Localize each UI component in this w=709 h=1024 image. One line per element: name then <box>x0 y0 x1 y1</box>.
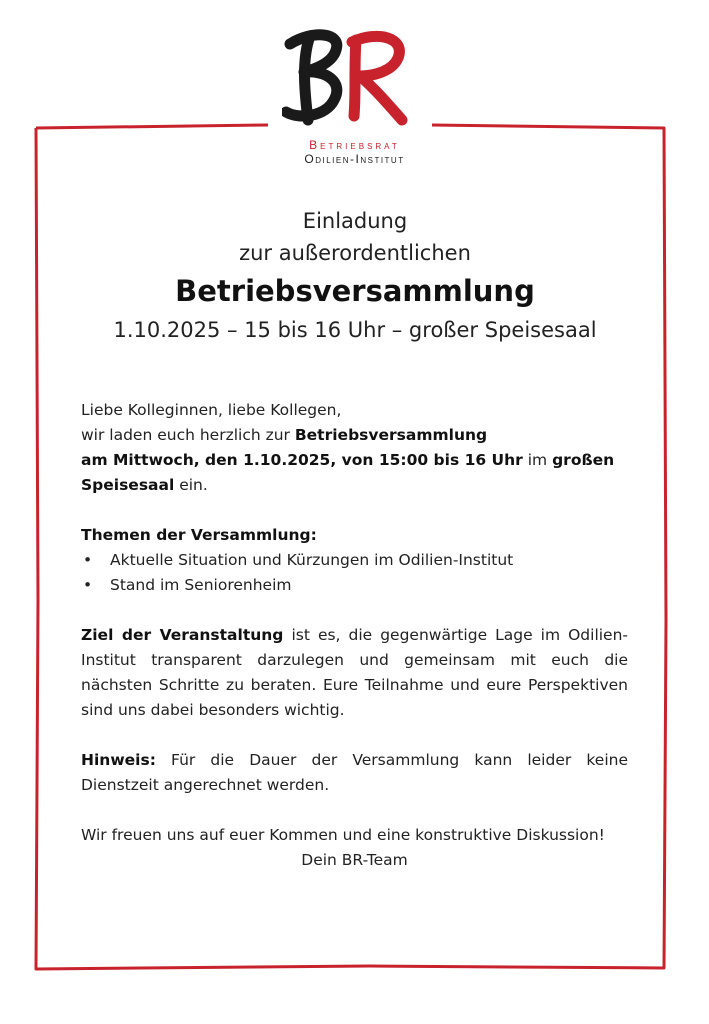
title-subline: zur außerordentlichen <box>239 241 471 265</box>
invite-event: Betriebsversammlung <box>294 426 488 444</box>
list-item: • Stand im Seniorenheim <box>81 573 628 598</box>
closing-paragraph: Wir freuen uns auf euer Kommen und eine konstruktive Diskussion! <box>81 826 605 844</box>
topics-heading-text: Themen der Versammlung: <box>81 526 317 544</box>
goal-paragraph <box>81 623 628 723</box>
note-text: Für die Dauer der Versammlung kann leider keine Dienstzeit angerechnet werden. <box>81 751 628 794</box>
br-logo-mark <box>282 28 412 128</box>
logo <box>0 0 709 170</box>
title-invitation: Einladung <box>302 209 408 233</box>
logo-title: Betriebsrat <box>309 138 400 152</box>
invite-date-time: am Mittwoch, den 1.10.2025, von 15:00 bis 16 Uhr <box>81 451 523 469</box>
logo-letter-r <box>352 36 402 120</box>
invite-location: großen Speisesaal <box>81 451 615 494</box>
event-details: 1.10.2025 – 15 bis 16 Uhr – großer Speisesaal <box>113 318 597 342</box>
goal-text: ist es, die gegenwärtige Lage im Odilien-Institut transparent darzulegen und gemeinsam mit euch die nächsten Schritte zu beraten. Eure Teilnahme und eure Perspektiven sind uns dabei besonders wichtig. <box>81 626 629 719</box>
title-block <box>40 205 670 347</box>
invite-text-end: ein. <box>174 476 208 494</box>
invite-text-mid: im <box>522 451 553 469</box>
page-title: Betriebsversammlung <box>175 274 535 308</box>
topics-list <box>81 548 628 598</box>
topics-heading <box>81 523 628 548</box>
greeting: Liebe Kolleginnen, liebe Kollegen, <box>81 401 342 419</box>
logo-subtitle: Odilien-Institut <box>304 152 405 166</box>
goal-label: Ziel der Veranstaltung <box>81 626 284 644</box>
note-paragraph <box>81 748 628 798</box>
signature: Dein BR-Team <box>301 851 408 869</box>
letter-body <box>81 398 628 873</box>
logo-letter-b <box>286 35 337 120</box>
list-item: • Aktuelle Situation und Kürzungen im Odilien-Institut <box>81 548 628 573</box>
invitation-paragraph <box>81 423 628 498</box>
note-label: Hinweis: <box>81 751 156 769</box>
invite-text: wir laden euch herzlich zur <box>81 426 295 444</box>
